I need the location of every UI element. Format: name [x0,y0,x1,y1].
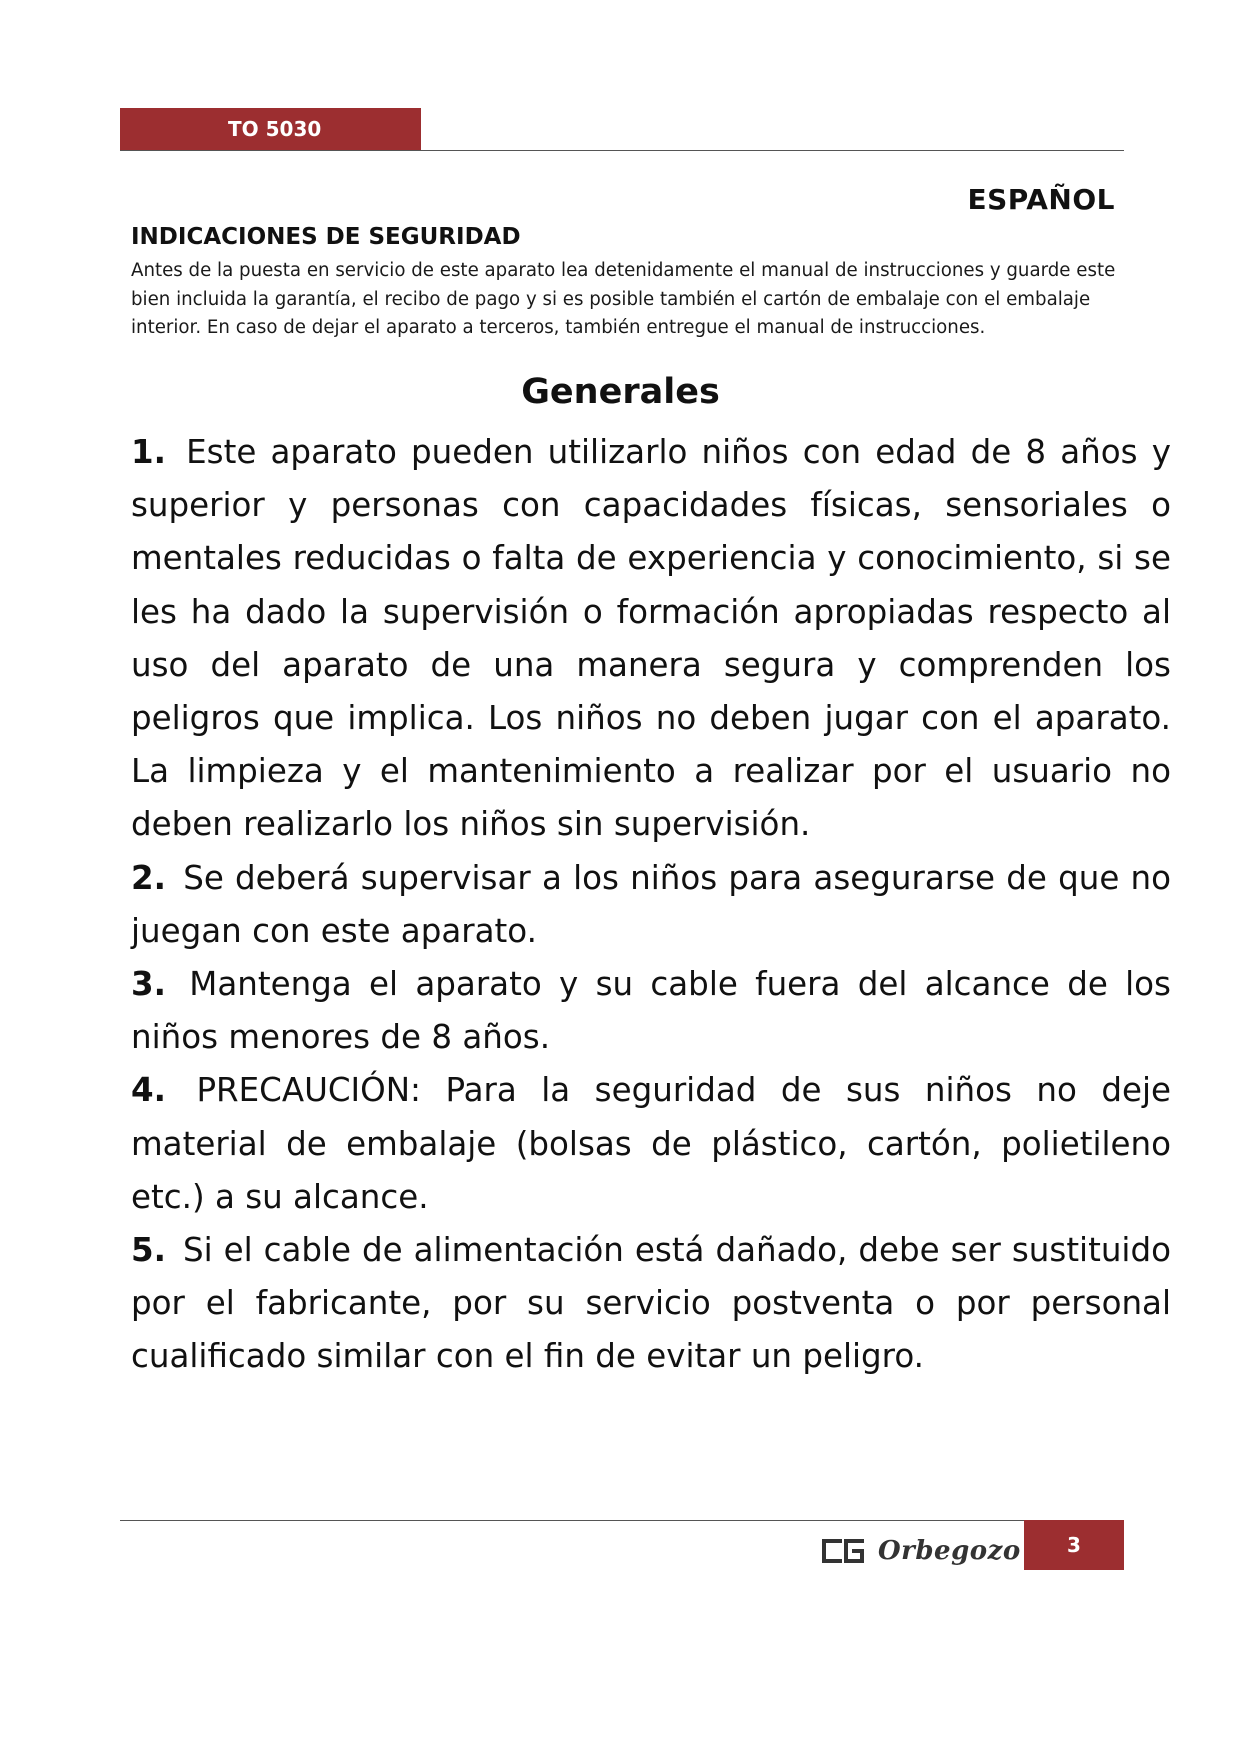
brand-logo [822,1532,1021,1570]
model-tab [120,108,421,150]
list-item [131,426,1171,852]
item-number: 2. [131,858,166,897]
item-text: Si el cable de alimentación está dañado, debe ser sustituido por el fabricante, por su servicio postventa o por personal cualificado similar con el fin de evitar un peligro. [131,1231,1171,1376]
model-label: TO 5030 [228,117,322,141]
item-number: 3. [131,965,166,1004]
brand-mark-icon [822,1539,864,1563]
page-number-box [1024,1520,1124,1570]
page-number: 3 [1067,1533,1081,1557]
list-item [131,1064,1171,1224]
header-divider [120,150,1124,151]
brand-name: Orbegozo [878,1536,1021,1566]
item-text: Este aparato pueden utilizarlo niños con edad de 8 años y superior y personas con capacidades físicas, sensoriales o mentales reducidas o falta de experiencia y conocimiento, si se les ha dado la supervisión o formación apropiadas respecto al uso del aparato de una manera segura y comprenden los peligros que implica. Los niños no deben jugar con el aparato. La limpieza y el mantenimiento a realizar por el usuario no deben realizarlo los niños sin supervisión. [131,433,1171,844]
item-number: 4. [131,1071,166,1110]
item-number: 5. [131,1231,166,1270]
item-text: Se deberá supervisar a los niños para asegurarse de que no juegan con este aparato. [131,858,1171,950]
language-label: ESPAÑOL [967,183,1115,216]
list-item [131,958,1171,1064]
safety-list [131,426,1171,1384]
section-title: Generales [521,372,720,412]
item-text: PRECAUCIÓN: Para la seguridad de sus niños no deje material de embalaje (bolsas de plástico, cartón, polietileno etc.) a su alcance. [131,1071,1171,1216]
item-number: 1. [131,433,166,471]
safety-heading: INDICACIONES DE SEGURIDAD [131,224,521,250]
list-item [131,1224,1171,1384]
list-item [131,852,1171,958]
footer-divider [120,1520,1124,1521]
item-text: Mantenga el aparato y su cable fuera del alcance de los niños menores de 8 años. [131,965,1171,1057]
safety-intro-text: Antes de la puesta en servicio de este aparato lea detenidamente el manual de instrucciones y guarde este bien incluida la garantía, el recibo de pago y si es posible también el cartón de embalaje con el embalaje interior. En caso de dejar el aparato a terceros, también entregue el manual de instrucciones. [131,260,1116,338]
